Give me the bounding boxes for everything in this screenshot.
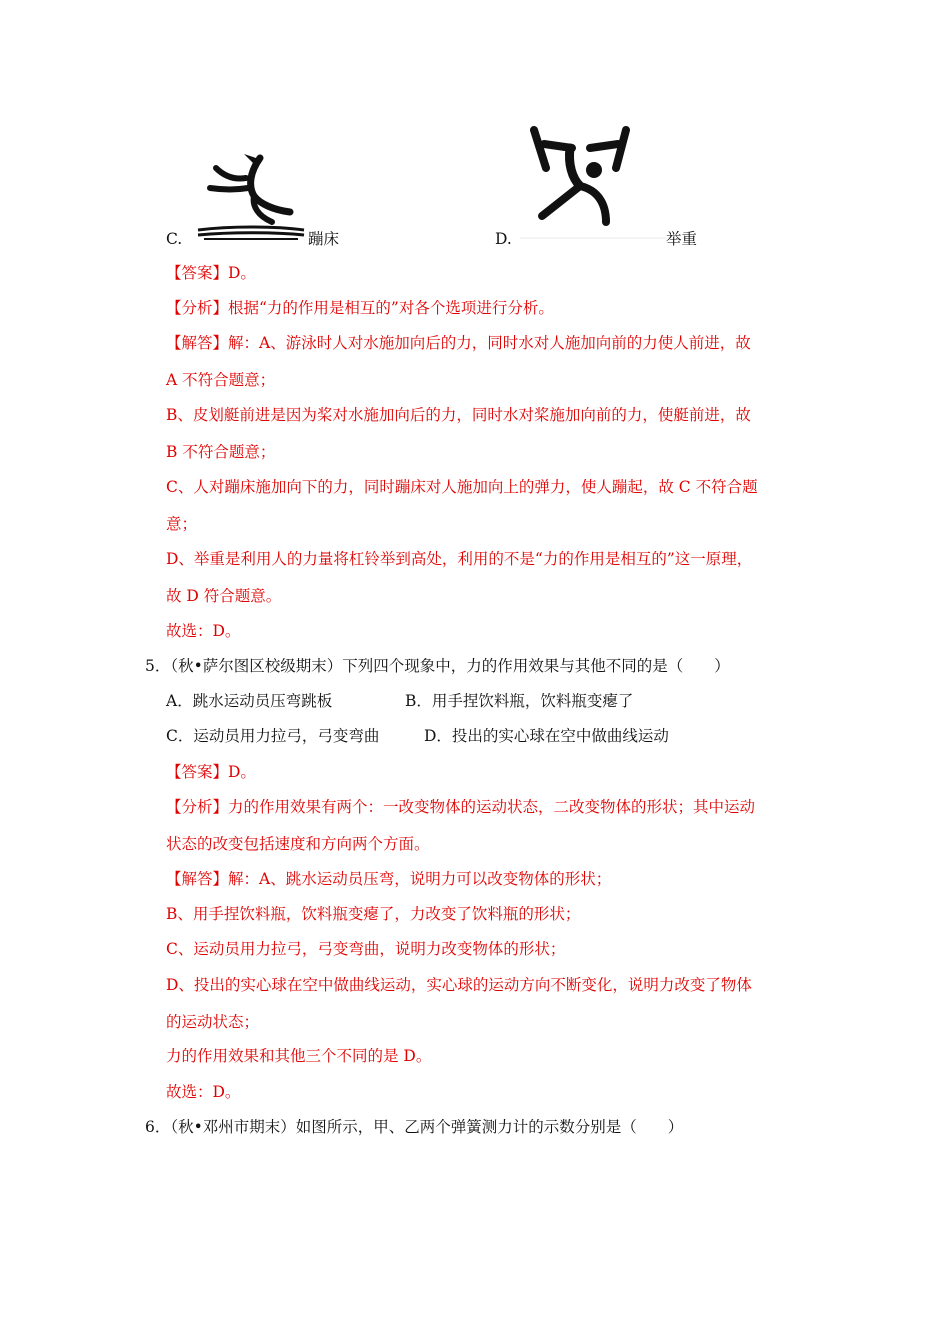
q4-solution-line: D、举重是利用人的力量将杠铃举到高处，利用的不是“力的作用是相互的”这一原理， [166, 550, 753, 568]
q4-solution-line: 意； [166, 515, 198, 533]
q5-answer: 【答案】D。 [166, 763, 256, 781]
q5-solution-line: D、投出的实心球在空中做曲线运动，实心球的运动方向不断变化，说明力改变了物体 [166, 976, 752, 994]
q4-solution-line: B、皮划艇前进是因为桨对水施加向后的力，同时水对桨施加向前的力，使艇前进，故 [166, 406, 751, 424]
option-d-caption: 举重 [666, 230, 698, 248]
q5-solution-line: 力的作用效果和其他三个不同的是 D。 [166, 1047, 432, 1065]
q4-solution-line: C、人对蹦床施加向下的力，同时蹦床对人施加向上的弹力，使人蹦起，故 C 不符合题 [166, 478, 758, 496]
option-c-caption: 蹦床 [308, 230, 340, 248]
q4-solution-line: A 不符合题意； [166, 371, 276, 389]
q4-solution-line: B 不符合题意； [166, 443, 276, 461]
trampoline-pictogram [194, 150, 308, 242]
q5-option-c: C．运动员用力拉弓，弓变弯曲 [166, 727, 380, 745]
weightlifting-pictogram [520, 124, 666, 242]
option-d-label: D. [495, 230, 512, 248]
q5-option-d: D．投出的实心球在空中做曲线运动 [424, 727, 669, 745]
q4-analysis: 【分析】根据“力的作用是相互的”对各个选项进行分析。 [166, 299, 554, 317]
q4-answer: 【答案】D。 [166, 264, 256, 282]
q5-option-a: A．跳水运动员压弯跳板 [166, 692, 333, 710]
q6-stem: 6．（秋•邓州市期末）如图所示，甲、乙两个弹簧测力计的示数分别是（ ） [145, 1118, 684, 1136]
q4-solution-line: 故选：D。 [166, 622, 241, 640]
q4-solution-line: 【解答】解：A、游泳时人对水施加向后的力，同时水对人施加向前的力使人前进，故 [166, 334, 751, 352]
q5-analysis-line: 【分析】力的作用效果有两个：一改变物体的运动状态，二改变物体的形状；其中运动 [166, 798, 756, 816]
option-c-label: C. [166, 230, 183, 248]
q5-solution-line: 【解答】解：A、跳水运动员压弯，说明力可以改变物体的形状； [166, 870, 612, 888]
q5-analysis-line: 状态的改变包括速度和方向两个方面。 [166, 835, 430, 853]
q5-solution-line: 的运动状态； [166, 1013, 260, 1031]
q5-stem: 5．（秋•萨尔图区校级期末）下列四个现象中，力的作用效果与其他不同的是（ ） [145, 657, 730, 675]
q5-solution-line: 故选：D。 [166, 1083, 241, 1101]
q4-solution-line: 故 D 符合题意。 [166, 587, 282, 605]
q5-solution-line: C、运动员用力拉弓，弓变弯曲，说明力改变物体的形状； [166, 940, 566, 958]
q5-solution-line: B、用手捏饮料瓶，饮料瓶变瘪了，力改变了饮料瓶的形状； [166, 905, 581, 923]
q5-option-b: B．用手捏饮料瓶，饮料瓶变瘪了 [405, 692, 634, 710]
